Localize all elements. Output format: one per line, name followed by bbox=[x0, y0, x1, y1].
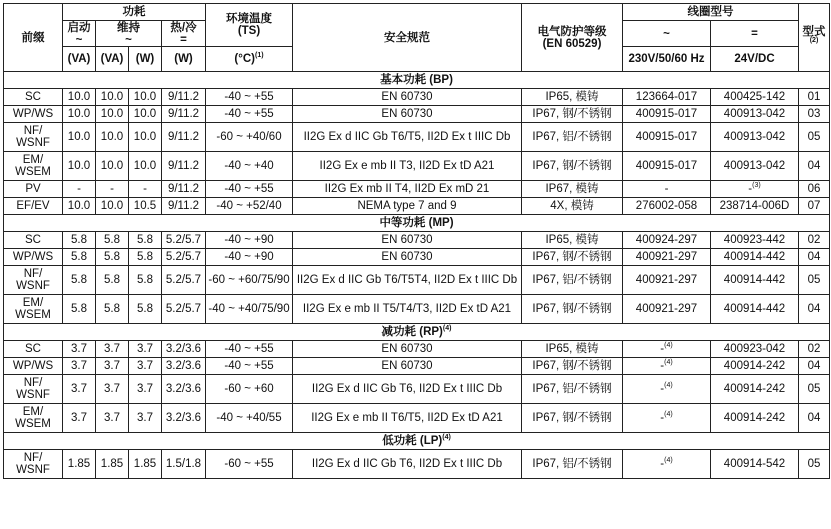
cell-hold-va: - bbox=[96, 181, 129, 198]
cell-hold-w: 5.8 bbox=[129, 295, 162, 324]
cell-safety: II2G Ex d IIC Gb T6, II2D Ex t IIIC Db bbox=[293, 375, 522, 404]
ambient-ts: (TS) bbox=[237, 25, 261, 37]
cell-form: 07 bbox=[799, 198, 830, 215]
table-row bbox=[4, 404, 830, 433]
cell-hold-va: 10.0 bbox=[96, 152, 129, 181]
cell-hotcold-w: 9/11.2 bbox=[162, 106, 206, 123]
cell-hotcold-w: 5.2/5.7 bbox=[162, 295, 206, 324]
cell-ambient: -40 ~ +55 bbox=[206, 106, 293, 123]
cell-safety: II2G Ex d IIC Gb T6, II2D Ex t IIIC Db bbox=[293, 450, 522, 479]
coil-dc-voltage: 24V/DC bbox=[711, 47, 799, 72]
cell-hold-w: 3.7 bbox=[129, 404, 162, 433]
cell-hold-w: 10.0 bbox=[129, 106, 162, 123]
cell-form: 04 bbox=[799, 404, 830, 433]
cell-prefix: SC bbox=[4, 232, 63, 249]
cell-ambient: -40 ~ +40 bbox=[206, 152, 293, 181]
cell-coil-ac: 400924-297 bbox=[623, 232, 711, 249]
cell-coil-dc: 400914-442 bbox=[711, 249, 799, 266]
table-row bbox=[4, 358, 830, 375]
cell-hotcold-w: 3.2/3.6 bbox=[162, 341, 206, 358]
cell-prefix: WP/WS bbox=[4, 106, 63, 123]
startup-sym: ~ bbox=[75, 33, 83, 46]
cell-hotcold-w: 9/11.2 bbox=[162, 181, 206, 198]
cell-ambient: -40 ~ +90 bbox=[206, 232, 293, 249]
cell-hold-w: 5.8 bbox=[129, 249, 162, 266]
cell-protection: 4X, 模铸 bbox=[522, 198, 623, 215]
cell-form: 01 bbox=[799, 89, 830, 106]
cell-startup-va: 5.8 bbox=[63, 249, 96, 266]
cell-hold-va: 5.8 bbox=[96, 232, 129, 249]
cell-ambient: -40 ~ +90 bbox=[206, 249, 293, 266]
cell-hold-w: - bbox=[129, 181, 162, 198]
section-title: 低功耗 (LP)$^{(4)}$ bbox=[4, 433, 830, 450]
col-coil-type: 线圈型号 bbox=[623, 4, 799, 21]
cell-coil-dc: 400914-242 bbox=[711, 375, 799, 404]
cell-hold-va: 5.8 bbox=[96, 249, 129, 266]
section-title: 基本功耗 (BP) bbox=[4, 72, 830, 89]
cell-hold-va: 10.0 bbox=[96, 123, 129, 152]
cell-form: 04 bbox=[799, 295, 830, 324]
cell-prefix: WP/WS bbox=[4, 358, 63, 375]
cell-hold-w: 5.8 bbox=[129, 266, 162, 295]
section-header bbox=[4, 433, 830, 450]
cell-coil-ac: 400921-297 bbox=[623, 249, 711, 266]
cell-coil-dc: 400913-042 bbox=[711, 123, 799, 152]
col-ambient bbox=[206, 4, 293, 47]
cell-startup-va: 3.7 bbox=[63, 341, 96, 358]
cell-coil-ac: 400915-017 bbox=[623, 152, 711, 181]
cell-ambient: -60 ~ +40/60 bbox=[206, 123, 293, 152]
cell-prefix: NF/ WSNF bbox=[4, 450, 63, 479]
table-row bbox=[4, 341, 830, 358]
col-coil-dc: = bbox=[711, 21, 799, 47]
cell-coil-dc: 400914-242 bbox=[711, 404, 799, 433]
cell-coil-dc: 238714-006D bbox=[711, 198, 799, 215]
cell-hold-w: 3.7 bbox=[129, 375, 162, 404]
cell-ambient: -40 ~ +55 bbox=[206, 89, 293, 106]
cell-protection: IP67, 钢/不锈钢 bbox=[522, 249, 623, 266]
cell-form: 04 bbox=[799, 358, 830, 375]
cell-form: 03 bbox=[799, 106, 830, 123]
cell-ambient: -40 ~ +40/55 bbox=[206, 404, 293, 433]
cell-startup-va: 10.0 bbox=[63, 198, 96, 215]
cell-startup-va: 10.0 bbox=[63, 89, 96, 106]
cell-ambient: -40 ~ +55 bbox=[206, 341, 293, 358]
cell-prefix: NF/ WSNF bbox=[4, 375, 63, 404]
cell-safety: EN 60730 bbox=[293, 341, 522, 358]
cell-startup-va: 10.0 bbox=[63, 123, 96, 152]
cell-prefix: EM/ WSEM bbox=[4, 404, 63, 433]
cell-coil-ac: 400915-017 bbox=[623, 106, 711, 123]
form-note: (2) bbox=[809, 36, 819, 44]
cell-startup-va: 3.7 bbox=[63, 358, 96, 375]
col-safety: 安全规范 bbox=[293, 4, 522, 72]
celsius-label: (°C) bbox=[234, 53, 255, 65]
cell-safety: II2G Ex e mb II T6/T5, II2D Ex tD A21 bbox=[293, 404, 522, 433]
cell-hold-va: 10.0 bbox=[96, 89, 129, 106]
cell-startup-va: 1.85 bbox=[63, 450, 96, 479]
unit-celsius bbox=[206, 47, 293, 72]
hotcold-sym: = bbox=[180, 33, 187, 46]
cell-coil-ac: 400921-297 bbox=[623, 295, 711, 324]
cell-protection: IP67, 铝/不锈钢 bbox=[522, 450, 623, 479]
cell-hotcold-w: 5.2/5.7 bbox=[162, 266, 206, 295]
section-note: (4) bbox=[442, 434, 451, 442]
cell-hold-w: 10.0 bbox=[129, 152, 162, 181]
cell-safety: EN 60730 bbox=[293, 232, 522, 249]
cell-form: 04 bbox=[799, 152, 830, 181]
cell-safety: II2G Ex e mb II T3, II2D Ex tD A21 bbox=[293, 152, 522, 181]
section-title: 减功耗 (RP)$^{(4)}$ bbox=[4, 324, 830, 341]
cell-hold-va: 10.0 bbox=[96, 106, 129, 123]
coil-ac-voltage: 230V/50/60 Hz bbox=[623, 47, 711, 72]
cell-hold-w: 1.85 bbox=[129, 450, 162, 479]
cell-startup-va: 10.0 bbox=[63, 152, 96, 181]
cell-hotcold-w: 5.2/5.7 bbox=[162, 249, 206, 266]
cell-safety: EN 60730 bbox=[293, 249, 522, 266]
col-prefix: 前缀 bbox=[4, 4, 63, 72]
protection-label: 电气防护等级 bbox=[537, 25, 607, 38]
cell-startup-va: - bbox=[63, 181, 96, 198]
cell-safety: II2G Ex d IIC Gb T6/T5, II2D Ex t IIIC Db bbox=[293, 123, 522, 152]
cell-startup-va: 5.8 bbox=[63, 266, 96, 295]
cell-hold-w: 10.5 bbox=[129, 198, 162, 215]
cell-hold-w: 3.7 bbox=[129, 358, 162, 375]
hotcold-label: 热/冷 bbox=[170, 21, 197, 34]
table-row bbox=[4, 249, 830, 266]
cell-coil-dc: 400913-042 bbox=[711, 106, 799, 123]
section-title: 中等功耗 (MP) bbox=[4, 215, 830, 232]
cell-coil-ac: -$^{(4)}$ bbox=[623, 358, 711, 375]
cell-safety: EN 60730 bbox=[293, 89, 522, 106]
cell-coil-ac: -$^{(4)}$ bbox=[623, 375, 711, 404]
table-row bbox=[4, 375, 830, 404]
cell-hold-va: 3.7 bbox=[96, 341, 129, 358]
cell-hotcold-w: 3.2/3.6 bbox=[162, 404, 206, 433]
section-header bbox=[4, 324, 830, 341]
cell-safety: EN 60730 bbox=[293, 358, 522, 375]
cell-hold-w: 10.0 bbox=[129, 123, 162, 152]
protection-std: (EN 60529) bbox=[542, 37, 602, 50]
table-row bbox=[4, 181, 830, 198]
table-row bbox=[4, 89, 830, 106]
cell-form: 05 bbox=[799, 266, 830, 295]
cell-safety: EN 60730 bbox=[293, 106, 522, 123]
cell-startup-va: 3.7 bbox=[63, 404, 96, 433]
cell-protection: IP67, 钢/不锈钢 bbox=[522, 358, 623, 375]
cell-hold-w: 5.8 bbox=[129, 232, 162, 249]
cell-hold-w: 10.0 bbox=[129, 89, 162, 106]
cell-ambient: -40 ~ +55 bbox=[206, 181, 293, 198]
cell-prefix: EM/ WSEM bbox=[4, 295, 63, 324]
table-row bbox=[4, 295, 830, 324]
cell-safety: NEMA type 7 and 9 bbox=[293, 198, 522, 215]
cell-protection: IP67, 钢/不锈钢 bbox=[522, 295, 623, 324]
cell-ambient: -40 ~ +40/75/90 bbox=[206, 295, 293, 324]
cell-ambient: -60 ~ +60 bbox=[206, 375, 293, 404]
unit-w-2: (W) bbox=[162, 47, 206, 72]
cell-hotcold-w: 3.2/3.6 bbox=[162, 358, 206, 375]
section-note: (4) bbox=[442, 325, 452, 333]
cell-ambient: -60 ~ +60/75/90 bbox=[206, 266, 293, 295]
cell-coil-ac: 123664-017 bbox=[623, 89, 711, 106]
cell-prefix: EF/EV bbox=[4, 198, 63, 215]
section-header bbox=[4, 215, 830, 232]
cell-startup-va: 5.8 bbox=[63, 232, 96, 249]
cell-prefix: EM/ WSEM bbox=[4, 152, 63, 181]
cell-safety: II2G Ex e mb II T5/T4/T3, II2D Ex tD A21 bbox=[293, 295, 522, 324]
cell-coil-ac: -$^{(4)}$ bbox=[623, 404, 711, 433]
cell-protection: IP67, 钢/不锈钢 bbox=[522, 106, 623, 123]
cell-prefix: NF/ WSNF bbox=[4, 266, 63, 295]
cell-protection: IP67, 钢/不锈钢 bbox=[522, 404, 623, 433]
cell-prefix: NF/ WSNF bbox=[4, 123, 63, 152]
cell-coil-dc: 400914-442 bbox=[711, 295, 799, 324]
table-row bbox=[4, 198, 830, 215]
table-row bbox=[4, 152, 830, 181]
cell-protection: IP67, 铝/不锈钢 bbox=[522, 375, 623, 404]
cell-safety: II2G Ex d IIC Gb T6/T5T4, II2D Ex t IIIC Db bbox=[293, 266, 522, 295]
cell-hotcold-w: 9/11.2 bbox=[162, 152, 206, 181]
cell-hotcold-w: 9/11.2 bbox=[162, 123, 206, 152]
cell-hold-va: 1.85 bbox=[96, 450, 129, 479]
hold-label: 维持 bbox=[117, 21, 140, 34]
cell-protection: IP67, 模铸 bbox=[522, 181, 623, 198]
cell-safety: II2G Ex mb II T4, II2D Ex mD 21 bbox=[293, 181, 522, 198]
cell-coil-dc: 400914-242 bbox=[711, 358, 799, 375]
startup-label: 启动 bbox=[67, 21, 91, 34]
cell-prefix: SC bbox=[4, 89, 63, 106]
cell-prefix: WP/WS bbox=[4, 249, 63, 266]
cell-form: 05 bbox=[799, 450, 830, 479]
cell-startup-va: 5.8 bbox=[63, 295, 96, 324]
cell-coil-ac: 400915-017 bbox=[623, 123, 711, 152]
section-header bbox=[4, 72, 830, 89]
cell-form: 05 bbox=[799, 375, 830, 404]
cell-startup-va: 3.7 bbox=[63, 375, 96, 404]
cell-coil-ac: -$^{(4)}$ bbox=[623, 341, 711, 358]
unit-w-1: (W) bbox=[129, 47, 162, 72]
col-protection bbox=[522, 4, 623, 72]
cell-hold-va: 5.8 bbox=[96, 295, 129, 324]
cell-ambient: -60 ~ +55 bbox=[206, 450, 293, 479]
cell-coil-ac: -$^{(4)}$ bbox=[623, 450, 711, 479]
cell-coil-ac: - bbox=[623, 181, 711, 198]
cell-hold-w: 3.7 bbox=[129, 341, 162, 358]
ambient-label: 环境温度 bbox=[226, 13, 272, 25]
cell-coil-dc: 400914-542 bbox=[711, 450, 799, 479]
col-startup bbox=[63, 21, 96, 47]
cell-ambient: -40 ~ +52/40 bbox=[206, 198, 293, 215]
cell-form: 02 bbox=[799, 341, 830, 358]
table-row bbox=[4, 266, 830, 295]
spec-table bbox=[3, 3, 830, 479]
cell-coil-dc: 400913-042 bbox=[711, 152, 799, 181]
cell-coil-dc: 400914-442 bbox=[711, 266, 799, 295]
cell-protection: IP67, 铝/不锈钢 bbox=[522, 266, 623, 295]
cell-protection: IP65, 模铸 bbox=[522, 232, 623, 249]
cell-hotcold-w: 5.2/5.7 bbox=[162, 232, 206, 249]
cell-form: 04 bbox=[799, 249, 830, 266]
cell-protection: IP65, 模铸 bbox=[522, 341, 623, 358]
col-form bbox=[799, 4, 830, 72]
cell-hold-va: 3.7 bbox=[96, 358, 129, 375]
cell-ambient: -40 ~ +55 bbox=[206, 358, 293, 375]
cell-prefix: PV bbox=[4, 181, 63, 198]
cell-hotcold-w: 3.2/3.6 bbox=[162, 375, 206, 404]
unit-va-2: (VA) bbox=[96, 47, 129, 72]
cell-hold-va: 3.7 bbox=[96, 375, 129, 404]
cell-coil-ac: 400921-297 bbox=[623, 266, 711, 295]
cell-protection: IP67, 钢/不锈钢 bbox=[522, 152, 623, 181]
cell-form: 06 bbox=[799, 181, 830, 198]
table-row bbox=[4, 450, 830, 479]
cell-coil-dc: 400923-042 bbox=[711, 341, 799, 358]
table-row bbox=[4, 232, 830, 249]
cell-protection: IP67, 铝/不锈钢 bbox=[522, 123, 623, 152]
unit-va-1: (VA) bbox=[63, 47, 96, 72]
cell-form: 05 bbox=[799, 123, 830, 152]
cell-hotcold-w: 9/11.2 bbox=[162, 89, 206, 106]
col-hold bbox=[96, 21, 162, 47]
cell-startup-va: 10.0 bbox=[63, 106, 96, 123]
cell-prefix: SC bbox=[4, 341, 63, 358]
table-row bbox=[4, 123, 830, 152]
celsius-note: (1) bbox=[255, 52, 264, 60]
col-hotcold bbox=[162, 21, 206, 47]
cell-hotcold-w: 1.5/1.8 bbox=[162, 450, 206, 479]
table-row bbox=[4, 106, 830, 123]
cell-hold-va: 3.7 bbox=[96, 404, 129, 433]
col-power: 功耗 bbox=[63, 4, 206, 21]
cell-coil-dc: 400923-442 bbox=[711, 232, 799, 249]
cell-form: 02 bbox=[799, 232, 830, 249]
form-label: 型式 bbox=[802, 25, 826, 38]
cell-hold-va: 10.0 bbox=[96, 198, 129, 215]
cell-coil-dc: -$^{(3)}$ bbox=[711, 181, 799, 198]
cell-coil-ac: 276002-058 bbox=[623, 198, 711, 215]
hold-sym: ~ bbox=[125, 33, 132, 46]
cell-coil-dc: 400425-142 bbox=[711, 89, 799, 106]
cell-hotcold-w: 9/11.2 bbox=[162, 198, 206, 215]
cell-protection: IP65, 模铸 bbox=[522, 89, 623, 106]
col-coil-ac: ~ bbox=[623, 21, 711, 47]
cell-hold-va: 5.8 bbox=[96, 266, 129, 295]
table-body bbox=[4, 72, 830, 479]
